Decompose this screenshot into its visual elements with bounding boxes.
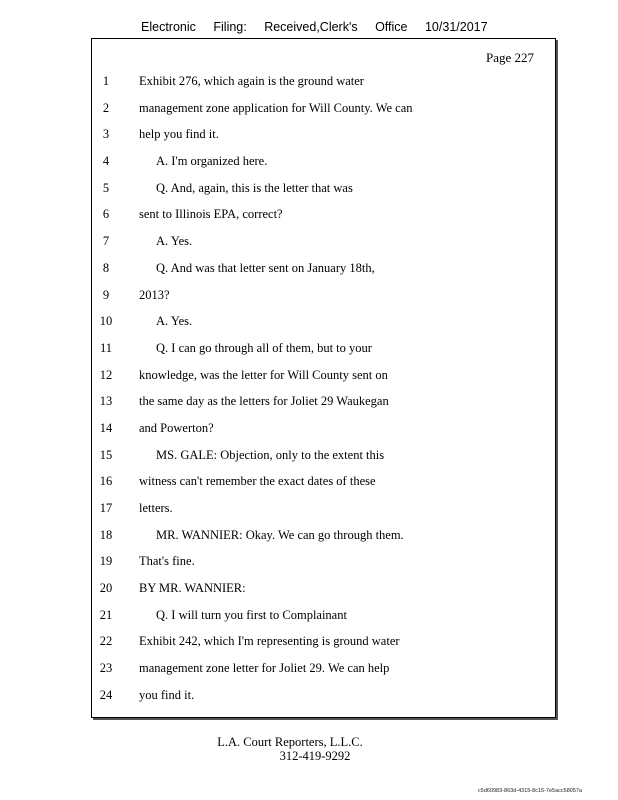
line-number: 15 — [99, 447, 113, 462]
line-text: Exhibit 242, which I'm representing is ground water — [139, 634, 400, 649]
transcript-line — [92, 95, 555, 122]
transcript-line — [92, 68, 555, 95]
line-number: 24 — [99, 687, 113, 702]
transcript-line — [92, 682, 555, 709]
transcript-line — [92, 522, 555, 549]
transcript-line — [92, 548, 555, 575]
line-text: the same day as the letters for Joliet 29 Waukegan — [139, 394, 389, 409]
transcript-line — [92, 362, 555, 389]
line-number: 17 — [99, 501, 113, 515]
line-number: 13 — [99, 394, 113, 409]
transcript-line — [92, 388, 555, 415]
line-text: sent to Illinois EPA, correct? — [139, 207, 283, 222]
line-text: That's fine. — [139, 554, 195, 569]
line-number: 8 — [102, 260, 110, 275]
line-number: 4 — [102, 154, 110, 169]
line-number: 3 — [102, 127, 110, 142]
line-number: 1 — [102, 74, 110, 88]
line-text: management zone application for Will County. We can — [139, 100, 413, 115]
transcript-line — [92, 495, 555, 522]
transcript-line — [92, 201, 555, 228]
line-text: you find it. — [139, 687, 195, 702]
transcript-line — [92, 255, 555, 282]
transcript-line — [92, 415, 555, 442]
line-number: 11 — [99, 340, 113, 355]
line-number: 23 — [99, 661, 113, 676]
line-text: and Powerton? — [139, 420, 214, 435]
line-number: 21 — [99, 607, 113, 622]
reporter-company: L.A. Court Reporters, L.L.C. — [217, 735, 363, 749]
line-number: 20 — [99, 581, 113, 596]
line-text: 2013? — [139, 287, 170, 302]
line-number: 5 — [102, 180, 110, 195]
line-number: 22 — [99, 634, 113, 649]
transcript-page — [91, 38, 556, 718]
line-text: A. Yes. — [156, 234, 193, 249]
filing-header-office: Office — [375, 20, 408, 34]
line-text: management zone letter for Joliet 29. We can help — [139, 661, 390, 676]
line-number: 14 — [99, 420, 113, 435]
line-text: witness can't remember the exact dates of these — [139, 474, 376, 489]
transcript-lines — [92, 68, 555, 709]
line-number: 18 — [99, 527, 113, 542]
transcript-line — [92, 442, 555, 469]
filing-header-date: 10/31/2017 — [424, 20, 488, 34]
line-text: Q. I will turn you first to Complainant — [156, 607, 347, 622]
transcript-line — [92, 628, 555, 655]
line-text: MS. GALE: Objection, only to the extent this — [156, 447, 385, 462]
transcript-line — [92, 175, 555, 202]
line-text: BY MR. WANNIER: — [139, 581, 246, 596]
line-number: 6 — [102, 207, 110, 222]
line-text: A. Yes. — [156, 314, 193, 329]
line-number: 12 — [99, 367, 113, 382]
transcript-line — [92, 655, 555, 682]
line-text: Q. I can go through all of them, but to your — [156, 340, 372, 355]
line-number: 19 — [99, 554, 113, 569]
transcript-line — [92, 602, 555, 629]
transcript-line — [92, 148, 555, 175]
filing-header-filing: Filing: — [213, 20, 247, 34]
filing-header — [141, 20, 488, 34]
transcript-line — [92, 308, 555, 335]
line-text: MR. WANNIER: Okay. We can go through them. — [156, 527, 404, 542]
line-text: Q. And, again, this is the letter that was — [156, 180, 353, 195]
document-id: c5d60983-863d-4315-8c15-7e5acc58057a — [478, 788, 582, 794]
line-text: knowledge, was the letter for Will County sent on — [139, 367, 388, 382]
line-text: letters. — [139, 501, 173, 515]
line-number: 7 — [102, 234, 110, 249]
transcript-line — [92, 335, 555, 362]
transcript-line — [92, 228, 555, 255]
transcript-line — [92, 575, 555, 602]
transcript-line — [92, 282, 555, 309]
reporter-footer — [0, 735, 580, 763]
transcript-line — [92, 121, 555, 148]
line-text: Q. And was that letter sent on January 18th, — [156, 260, 375, 275]
filing-header-received: Received,Clerk's — [264, 20, 358, 34]
reporter-phone: 312-419-9292 — [279, 749, 351, 763]
filing-header-electronic: Electronic — [141, 20, 196, 34]
line-number: 10 — [99, 314, 113, 329]
line-number: 9 — [102, 287, 110, 302]
line-text: help you find it. — [139, 127, 219, 142]
line-number: 16 — [99, 474, 113, 489]
line-text: Exhibit 276, which again is the ground water — [139, 74, 364, 88]
line-text: A. I'm organized here. — [156, 154, 268, 169]
page-number: Page 227 — [485, 50, 534, 65]
line-number: 2 — [102, 100, 110, 115]
transcript-line — [92, 468, 555, 495]
